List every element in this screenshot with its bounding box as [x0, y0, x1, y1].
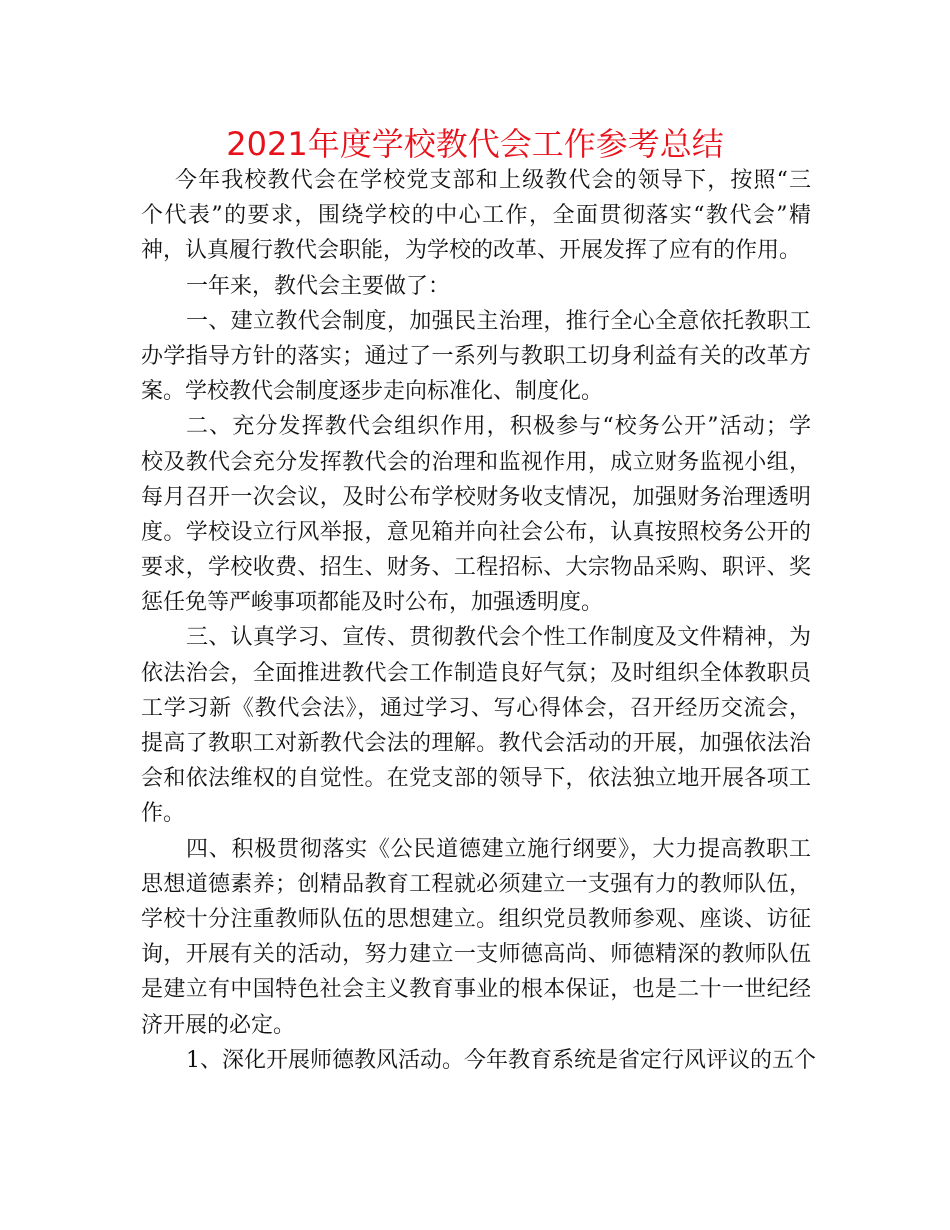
text-line: 学校十分注重教师队伍的思想建立。组织党员教师参观、座谈、访征 [141, 906, 811, 932]
text-line: 依法治会，全面推进教代会工作制造良好气氛；及时组织全体教职员 [141, 660, 811, 686]
text-line: 一、建立教代会制度，加强民主治理，推行全心全意依托教职工 [186, 308, 811, 334]
paragraph-item-1 [141, 304, 811, 410]
paragraph-item-4 [141, 832, 811, 1043]
text-line: 惩任免等严峻事项都能及时公布，加强透明度。 [141, 590, 604, 616]
text-line: 是建立有中国特色社会主义教育事业的根本保证，也是二十一世纪经 [141, 977, 811, 1003]
text-line: 作。 [141, 801, 186, 827]
text-line: 工学习新《教代会法》，通过学习、写心得体会，召开经历交流会， [141, 695, 811, 721]
text-line: 提高了教职工对新教代会法的理解。教代会活动的开展，加强依法治 [141, 731, 811, 756]
document-body [141, 163, 816, 1078]
text-line: 每月召开一次会议，及时公布学校财务收支情况，加强财务治理透明 [141, 484, 811, 510]
text-line: 要求，学校收费、招生、财务、工程招标、大宗物品采购、职评、奖 [141, 555, 811, 581]
text-line: 会和依法维权的自觉性。在党支部的领导下，依法独立地开展各项工 [141, 766, 811, 792]
paragraph-item-3 [141, 620, 811, 831]
text-line: 度。学校设立行风举报，意见箱并向社会公布，认真按照校务公开的 [141, 519, 811, 545]
text-line: 四、积极贯彻落实《公民道德建立施行纲要》，大力提高教职工 [186, 836, 811, 862]
text-line: 二、充分发挥教代会组织作用，积极参与“校务公开”活动；学 [186, 414, 811, 440]
text-line: 询，开展有关的活动，努力建立一支师德高尚、师德精深的教师队伍 [141, 942, 811, 968]
text-line: 案。学校教代会制度逐步走向标准化、制度化。 [141, 379, 604, 405]
text-line: 个代表”的要求，围绕学校的中心工作，全面贯彻落实“教代会”精 [141, 203, 811, 229]
text-line: 三、认真学习、宣传、贯彻教代会个性工作制度及文件精神，为 [186, 625, 811, 651]
text-line: 办学指导方针的落实；通过了一系列与教职工切身利益有关的改革方 [141, 343, 811, 369]
paragraph-intro [141, 163, 811, 269]
paragraph-item-2 [141, 409, 811, 620]
text-line: 神，认真履行教代会职能，为学校的改革、开展发挥了应有的作用。 [141, 238, 802, 264]
document-title: 2021年度学校教代会工作参考总结 [226, 125, 724, 163]
paragraph-summary-lead [141, 269, 811, 304]
text-line: 今年我校教代会在学校党支部和上级教代会的领导下，按照“三 [175, 168, 811, 193]
paragraph-subitem-1 [141, 1043, 816, 1078]
text-line: 校及教代会充分发挥教代会的治理和监视作用，成立财务监视小组， [141, 449, 811, 475]
text-line: 济开展的必定。 [141, 1012, 296, 1038]
text-line: 1、深化开展师德教风活动。今年教育系统是省定行风评议的五个 [186, 1047, 816, 1073]
text-line: 一年来，教代会主要做了： [186, 273, 451, 299]
text-line: 思想道德素养；创精品教育工程就必须建立一支强有力的教师队伍， [141, 871, 811, 897]
